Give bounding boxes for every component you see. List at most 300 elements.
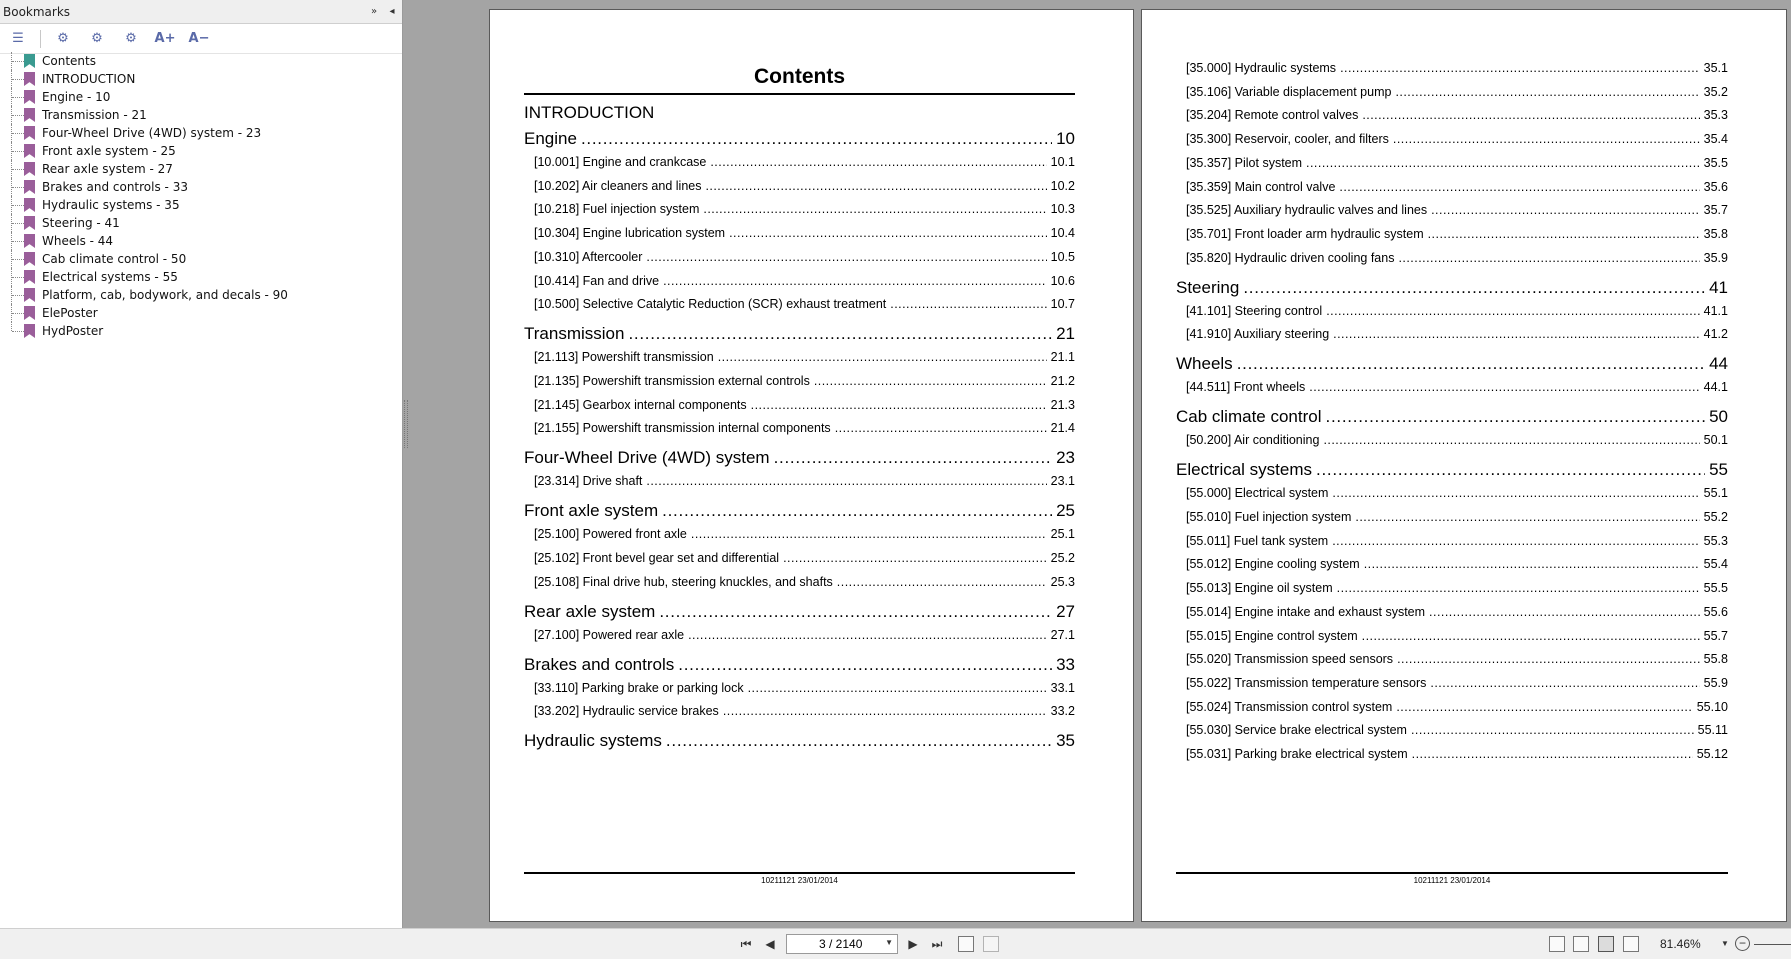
collapse-panel-icon[interactable]: ◂: [389, 6, 395, 17]
toc-page-number: 21.3: [1050, 397, 1075, 412]
toc-page-number: 27.1: [1050, 627, 1075, 642]
toc-label: [55.015] Engine control system: [1186, 628, 1358, 643]
toc-page-number: 21: [1056, 324, 1075, 344]
bookmark-item[interactable]: [0, 286, 402, 304]
toc-leader-dots: [703, 202, 1046, 216]
toc-page-number: 35.6: [1703, 179, 1728, 194]
bookmarks-title: Bookmarks: [3, 4, 71, 19]
tree-line: [11, 322, 12, 331]
toc-leader-dots: [678, 655, 1052, 675]
toc-label: [55.000] Electrical system: [1186, 486, 1329, 501]
toc-leader-dots: [1362, 108, 1699, 122]
toc-subsection-entry[interactable]: [1176, 433, 1728, 447]
toc-label: Electrical systems: [1176, 460, 1313, 480]
bookmarks-toolbar: [0, 24, 402, 54]
toc-page-number: 21.4: [1050, 421, 1075, 436]
toc-page-number: 25: [1056, 501, 1075, 521]
toc-label: [25.102] Front bevel gear set and differential: [534, 551, 780, 565]
toc-subsection-entry[interactable]: [1176, 629, 1728, 643]
toc-page-number: 41.2: [1703, 327, 1728, 342]
toc-leader-dots: [646, 250, 1046, 264]
bookmark-item[interactable]: [0, 88, 402, 106]
bookmark-icon: [24, 198, 35, 212]
toc-page-number: 33: [1056, 654, 1075, 674]
zoom-out-icon[interactable]: −: [1735, 936, 1750, 951]
find-bookmark-icon[interactable]: ⚙: [125, 31, 137, 46]
toc-subsection-entry[interactable]: [1176, 605, 1728, 619]
page-number-input[interactable]: [786, 934, 898, 954]
toc-leader-dots: [705, 179, 1046, 193]
toc-label: Wheels: [1176, 354, 1233, 374]
toc-subsection-entry[interactable]: [1176, 581, 1728, 595]
bookmark-label: Brakes and controls - 33: [42, 180, 188, 194]
tree-line: [12, 169, 24, 170]
bookmark-icon: [24, 54, 35, 68]
toc-subsection-entry[interactable]: [524, 421, 1075, 435]
toc-subsection-entry[interactable]: [524, 179, 1075, 193]
toc-page-number: 55.7: [1703, 628, 1728, 643]
bookmark-label: Four-Wheel Drive (4WD) system - 23: [42, 126, 262, 140]
zoom-slider[interactable]: [1754, 944, 1791, 945]
toc-page-number: 55.3: [1703, 533, 1728, 548]
toc-subsection-entry[interactable]: [1176, 486, 1728, 500]
toc-leader-dots: [1411, 723, 1694, 737]
toc-page-number: 27: [1056, 601, 1075, 621]
toc-page-number: 44: [1709, 354, 1728, 374]
toc-leader-dots: [1332, 486, 1699, 500]
toc-leader-dots: [646, 474, 1046, 488]
toc-page-number: 35.2: [1703, 84, 1728, 99]
toc-leader-dots: [1326, 407, 1706, 427]
toc-section-entry[interactable]: [524, 501, 1075, 521]
toc-label: [41.101] Steering control: [1186, 303, 1323, 318]
toc-subsection-entry[interactable]: [1176, 747, 1728, 761]
toc-section-entry[interactable]: [1176, 278, 1728, 298]
toc-label: [33.202] Hydraulic service brakes: [534, 704, 719, 719]
bookmark-item[interactable]: [0, 178, 402, 196]
toc-page-number: 35.4: [1703, 132, 1728, 147]
toc-label: [55.013] Engine oil system: [1186, 581, 1333, 596]
toc-page-number: 23: [1056, 448, 1075, 468]
toc-leader-dots: [1398, 251, 1699, 265]
bookmark-options-icon[interactable]: ☰: [12, 31, 24, 46]
toc-leader-dots: [628, 324, 1052, 344]
continuous-view-icon[interactable]: [1573, 936, 1589, 952]
bookmark-icon: [24, 324, 35, 338]
toc-subsection-entry[interactable]: [524, 350, 1075, 364]
toc-label: [21.145] Gearbox internal components: [534, 397, 747, 412]
decrease-text-size-icon[interactable]: A−: [188, 31, 210, 46]
bookmark-label: Rear axle system - 27: [42, 162, 173, 176]
toc-leader-dots: [666, 731, 1052, 751]
toc-leader-dots: [814, 374, 1047, 388]
bookmark-item[interactable]: [0, 160, 402, 178]
chevron-down-icon[interactable]: ▼: [885, 938, 893, 947]
bookmark-tree: [0, 52, 402, 340]
toc-label: [35.300] Reservoir, cooler, and filters: [1186, 132, 1389, 147]
page-footer: 10211121 23/01/2014: [761, 876, 838, 885]
bookmarks-header: [0, 0, 402, 24]
toc-page-number: 10.7: [1050, 297, 1075, 312]
tree-line: [12, 295, 24, 296]
toc-subsection-entry[interactable]: [1176, 510, 1728, 524]
bookmark-label: Platform, cab, bodywork, and decals - 90: [42, 288, 288, 302]
bookmark-item[interactable]: [0, 106, 402, 124]
tree-line: [12, 151, 24, 152]
toc-label: [35.204] Remote control valves: [1186, 108, 1359, 123]
toc-leader-dots: [1355, 510, 1699, 524]
document-page-left: [489, 9, 1134, 922]
toc-label: Cab climate control: [1176, 407, 1322, 427]
toc-leader-dots: [1339, 180, 1699, 194]
toc-label: [35.106] Variable displacement pump: [1186, 84, 1392, 99]
toc-leader-dots: [783, 551, 1047, 565]
toc-subsection-entry[interactable]: [1176, 227, 1728, 241]
toc-page-number: 10.5: [1050, 249, 1075, 264]
bookmark-label: Wheels - 44: [42, 234, 114, 248]
toc-subsection-entry[interactable]: [1176, 251, 1728, 265]
toc-label: [44.511] Front wheels: [1186, 380, 1306, 395]
toc-section-entry[interactable]: [524, 129, 1075, 149]
bookmark-label: Cab climate control - 50: [42, 252, 187, 266]
bookmark-item[interactable]: [0, 142, 402, 160]
toc-subsection-entry[interactable]: [524, 155, 1075, 169]
toc-label: [10.202] Air cleaners and lines: [534, 178, 702, 193]
toc-page-number: 55.1: [1703, 486, 1728, 501]
toc-leader-dots: [1362, 629, 1700, 643]
increase-text-size-icon[interactable]: A+: [154, 31, 176, 46]
toc-subsection-entry[interactable]: [1176, 203, 1728, 217]
toc-page-number: 35.7: [1703, 203, 1728, 218]
toc-label: [35.357] Pilot system: [1186, 155, 1303, 170]
toc-page-number: 55.6: [1703, 604, 1728, 619]
bookmark-icon: [24, 144, 35, 158]
bookmark-icon: [24, 252, 35, 266]
toc-leader-dots: [723, 704, 1047, 718]
toc-leader-dots: [1430, 676, 1699, 690]
bookmark-item[interactable]: [0, 304, 402, 322]
bookmark-icon: [24, 288, 35, 302]
expand-panel-icon[interactable]: »: [370, 6, 378, 17]
toc-subsection-entry[interactable]: [1176, 723, 1728, 737]
toc-label: [55.012] Engine cooling system: [1186, 557, 1360, 572]
toc-leader-dots: [835, 421, 1047, 435]
toc-label: [55.010] Fuel injection system: [1186, 510, 1352, 524]
toc-subsection-entry[interactable]: [1176, 534, 1728, 548]
previous-page-icon[interactable]: ◀: [765, 937, 775, 951]
toc-label: [41.910] Auxiliary steering: [1186, 327, 1330, 342]
bookmark-item[interactable]: [0, 232, 402, 250]
toc-subsection-entry[interactable]: [1176, 652, 1728, 666]
toc-leader-dots: [1340, 61, 1700, 75]
toc-subsection-entry[interactable]: [1176, 61, 1728, 75]
single-page-view-icon[interactable]: [1549, 936, 1565, 952]
footer-rule: [1176, 872, 1728, 874]
toc-page-number: 41: [1709, 277, 1728, 297]
toc-subsection-entry[interactable]: [1176, 700, 1728, 714]
toc-page-number: 50.1: [1703, 433, 1728, 448]
last-page-icon[interactable]: ⏭: [931, 936, 943, 951]
toc-subsection-entry[interactable]: [524, 575, 1075, 589]
toc-leader-dots: [718, 350, 1047, 364]
toc-subsection-entry[interactable]: [1176, 180, 1728, 194]
toc-page-number: 35: [1056, 731, 1075, 751]
toc-label: [35.525] Auxiliary hydraulic valves and lines: [1186, 203, 1428, 218]
bookmark-item[interactable]: [0, 196, 402, 214]
toc-leader-dots: [581, 129, 1052, 149]
toc-subsection-entry[interactable]: [1176, 327, 1728, 341]
toc-page-number: 55.9: [1703, 675, 1728, 690]
toc-subsection-entry[interactable]: [524, 527, 1075, 541]
toc-label: [21.113] Powershift transmission: [534, 350, 714, 365]
toc-leader-dots: [1428, 227, 1700, 241]
toc-label: [10.500] Selective Catalytic Reduction (SCR) exhaust treatment: [534, 297, 887, 312]
toc-subsection-entry[interactable]: [1176, 304, 1728, 318]
toc-page-number: 55.11: [1697, 723, 1728, 738]
facing-pages-view-icon[interactable]: [1598, 936, 1614, 952]
toc-leader-dots: [1393, 132, 1700, 146]
toc-label: Hydraulic systems: [524, 731, 662, 751]
bookmark-label: HydPoster: [42, 324, 104, 338]
toc-subsection-entry[interactable]: [524, 681, 1075, 695]
page-title: Contents: [524, 65, 1075, 95]
toc-page-number: 10.4: [1050, 226, 1075, 241]
toc-section-entry[interactable]: [524, 602, 1075, 622]
toc-leader-dots: [662, 501, 1052, 521]
toc-label: Front axle system: [524, 501, 659, 521]
bookmark-item[interactable]: [0, 322, 402, 340]
toc-leader-dots: [774, 448, 1052, 468]
bookmark-item[interactable]: [0, 124, 402, 142]
tree-line: [12, 97, 24, 98]
toc-leader-dots: [1337, 581, 1700, 595]
toc-label: [55.011] Fuel tank system: [1186, 533, 1329, 548]
toc-page-number: 35.3: [1703, 108, 1728, 123]
bookmark-label: Engine - 10: [42, 90, 111, 104]
toc-section-entry[interactable]: [524, 448, 1075, 468]
bookmark-label: Transmission - 21: [42, 108, 147, 122]
toc-page-number: 21.2: [1050, 373, 1075, 388]
toc-subsection-entry[interactable]: [1176, 676, 1728, 690]
bookmark-label: Electrical systems - 55: [42, 270, 178, 284]
continuous-facing-view-icon[interactable]: [1623, 936, 1639, 952]
toc-leader-dots: [890, 297, 1046, 311]
toc-subsection-entry[interactable]: [524, 628, 1075, 642]
toc-label: [10.218] Fuel injection system: [534, 202, 700, 217]
toc-subsection-entry[interactable]: [524, 704, 1075, 718]
toc-leader-dots: [663, 274, 1047, 288]
toc-label: INTRODUCTION: [524, 103, 655, 122]
bookmark-label: Steering - 41: [42, 216, 120, 230]
zoom-level[interactable]: 81.46%: [1660, 937, 1701, 951]
toc-page-number: 23.1: [1050, 474, 1075, 489]
toc-leader-dots: [1397, 652, 1700, 666]
toc-label: [10.310] Aftercooler: [534, 249, 643, 264]
bookmark-label: INTRODUCTION: [42, 72, 136, 86]
toc-intro[interactable]: [524, 103, 1075, 123]
toc-page-number: 25.3: [1050, 574, 1075, 589]
bookmark-icon: [24, 108, 35, 122]
bookmark-icon: [24, 72, 35, 86]
toc-page-number: 55.4: [1703, 557, 1728, 572]
bookmark-icon: [24, 234, 35, 248]
toc-label: [21.135] Powershift transmission external controls: [534, 373, 810, 388]
toc-page-number: 44.1: [1703, 380, 1728, 395]
toc-label: [55.014] Engine intake and exhaust system: [1186, 604, 1426, 619]
toc-label: [21.155] Powershift transmission internal components: [534, 421, 831, 436]
toc-label: [35.000] Hydraulic systems: [1186, 61, 1337, 75]
toc-label: [50.200] Air conditioning: [1186, 433, 1320, 448]
tree-line: [12, 115, 24, 116]
toc-label: Four-Wheel Drive (4WD) system: [524, 448, 770, 468]
toc-leader-dots: [691, 527, 1047, 541]
expand-bookmarks-icon[interactable]: ⚙: [57, 31, 69, 46]
bookmark-label: Hydraulic systems - 35: [42, 198, 180, 212]
toc-subsection-entry[interactable]: [1176, 132, 1728, 146]
tree-line: [12, 133, 24, 134]
toc-leader-dots: [1332, 534, 1699, 548]
toc-label: Rear axle system: [524, 601, 656, 621]
toc-label: [23.314] Drive shaft: [534, 474, 643, 489]
tree-line: [12, 259, 24, 260]
toc-subsection-entry[interactable]: [1176, 380, 1728, 394]
toc-label: [25.108] Final drive hub, steering knuckles, and shafts: [534, 574, 833, 589]
toc-label: Brakes and controls: [524, 654, 675, 674]
bookmarks-panel: [0, 0, 403, 928]
toc-leader-dots: [1326, 304, 1699, 318]
toc-section-entry[interactable]: [524, 655, 1075, 675]
next-page-icon[interactable]: ▶: [908, 937, 918, 951]
toc-section-entry[interactable]: [1176, 354, 1728, 374]
toc-label: [33.110] Parking brake or parking lock: [534, 680, 744, 695]
bookmark-label: Contents: [42, 54, 96, 68]
toc-leader-dots: [1237, 354, 1705, 374]
status-bar: [0, 928, 1791, 959]
tree-line: [12, 241, 24, 242]
bookmark-item[interactable]: [0, 70, 402, 88]
toc-page-number: 10.6: [1050, 273, 1075, 288]
toc-subsection-entry[interactable]: [524, 398, 1075, 412]
toc-subsection-entry[interactable]: [524, 226, 1075, 240]
toc-page-number: 10.3: [1050, 202, 1075, 217]
toc-section-entry[interactable]: [1176, 407, 1728, 427]
toc-leader-dots: [751, 398, 1047, 412]
toc-page-number: 55.12: [1696, 747, 1728, 761]
toc-section-entry[interactable]: [1176, 460, 1728, 480]
next-view-icon[interactable]: [983, 936, 999, 952]
toc-label: [55.031] Parking brake electrical system: [1186, 747, 1408, 761]
toc-leader-dots: [659, 602, 1052, 622]
toc-label: [55.022] Transmission temperature sensors: [1186, 675, 1427, 690]
toc-leader-dots: [1316, 460, 1705, 480]
toc-leader-dots: [748, 681, 1047, 695]
toc-label: [55.020] Transmission speed sensors: [1186, 652, 1394, 667]
first-page-icon[interactable]: ⏮: [740, 936, 752, 951]
toolbar-divider: [40, 30, 41, 48]
toc-label: [25.100] Powered front axle: [534, 527, 687, 542]
toc-subsection-entry[interactable]: [524, 250, 1075, 264]
toc-subsection-entry[interactable]: [524, 551, 1075, 565]
toc-subsection-entry[interactable]: [1176, 108, 1728, 122]
toc-label: [27.100] Powered rear axle: [534, 627, 685, 642]
toc-leader-dots: [710, 155, 1046, 169]
toc-page-number: 55.2: [1703, 510, 1728, 524]
toc-leader-dots: [688, 628, 1047, 642]
toc-subsection-entry[interactable]: [1176, 557, 1728, 571]
previous-view-icon[interactable]: [958, 936, 974, 952]
zoom-dropdown-icon[interactable]: ▼: [1721, 939, 1729, 948]
document-page-right: [1141, 9, 1787, 922]
toc-leader-dots: [1395, 85, 1699, 99]
toc-page-number: 10.1: [1050, 155, 1075, 169]
toc-subsection-entry[interactable]: [524, 374, 1075, 388]
toc-section-entry[interactable]: [524, 731, 1075, 751]
tree-line: [12, 79, 24, 80]
toc-leader-dots: [1323, 433, 1699, 447]
bookmark-label: ElePoster: [42, 306, 98, 320]
toc-label: Steering: [1176, 277, 1240, 297]
bookmark-item[interactable]: [0, 214, 402, 232]
toc-subsection-entry[interactable]: [524, 202, 1075, 216]
toc-leader-dots: [1412, 747, 1693, 761]
toc-page-number: 10.2: [1050, 178, 1075, 193]
toc-subsection-entry[interactable]: [524, 274, 1075, 288]
bookmark-icon: [24, 216, 35, 230]
toc-leader-dots: [1243, 278, 1705, 298]
panel-splitter-handle[interactable]: [404, 400, 408, 448]
toc-page-number: 35.5: [1703, 155, 1728, 170]
toc-leader-dots: [1333, 327, 1700, 341]
tree-line: [12, 61, 24, 62]
toc-label: [10.001] Engine and crankcase: [534, 155, 707, 169]
toc-label: [55.030] Service brake electrical system: [1186, 723, 1407, 738]
toc-leader-dots: [1431, 203, 1700, 217]
bookmark-item[interactable]: [0, 52, 402, 70]
toc-label: Engine: [524, 129, 577, 148]
toc-leader-dots: [1396, 700, 1692, 714]
toc-subsection-entry[interactable]: [1176, 85, 1728, 99]
bookmark-icon: [24, 270, 35, 284]
bookmark-item[interactable]: [0, 268, 402, 286]
toc-page-number: 55.8: [1703, 652, 1728, 667]
toc-page-number: 25.1: [1050, 527, 1075, 542]
toc-label: [35.701] Front loader arm hydraulic system: [1186, 226, 1424, 241]
tree-line: [12, 205, 24, 206]
toc-section-entry[interactable]: [524, 324, 1075, 344]
toc-page-number: 10: [1056, 129, 1075, 148]
toc-page-number: 33.2: [1050, 704, 1075, 719]
bookmark-item[interactable]: [0, 250, 402, 268]
toc-leader-dots: [1429, 605, 1700, 619]
toc-label: [55.024] Transmission control system: [1186, 699, 1393, 714]
page-footer: 10211121 23/01/2014: [1413, 876, 1491, 885]
page-number-value: 3 / 2140: [819, 937, 863, 951]
toc-page-number: 21.1: [1050, 350, 1075, 365]
toc-leader-dots: [837, 575, 1047, 589]
toc-subsection-entry[interactable]: [1176, 156, 1728, 170]
toc-label: [10.304] Engine lubrication system: [534, 226, 726, 241]
add-bookmark-icon[interactable]: ⚙: [91, 31, 103, 46]
tree-line: [12, 313, 24, 314]
toc-leader-dots: [1364, 557, 1700, 571]
toc-subsection-entry[interactable]: [524, 297, 1075, 311]
toc-label: Transmission: [524, 324, 625, 344]
bookmark-icon: [24, 126, 35, 140]
toc-leader-dots: [1306, 156, 1700, 170]
toc-subsection-entry[interactable]: [524, 474, 1075, 488]
toc-page-number: 25.2: [1050, 551, 1075, 565]
tree-line: [12, 331, 24, 332]
